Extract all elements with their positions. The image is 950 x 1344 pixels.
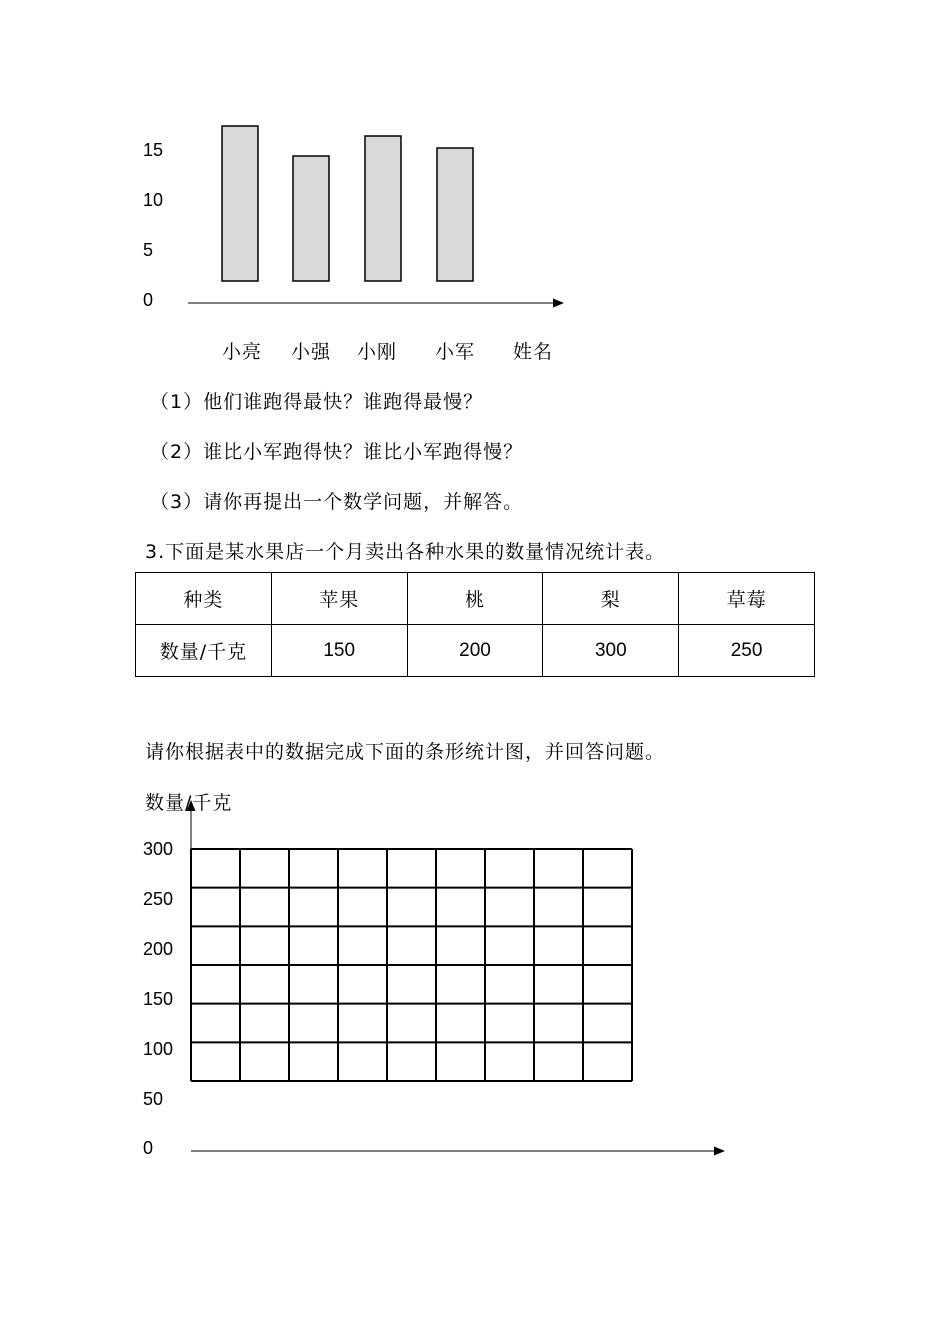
question-3: （3）请你再提出一个数学问题，并解答。 (150, 491, 524, 513)
table-cell: 桃 (407, 573, 543, 625)
x-label-xiaojun: 小军 (435, 341, 476, 363)
y-tick-100: 100 (143, 1039, 174, 1059)
y-tick-200: 200 (143, 939, 174, 959)
y-tick-15: 15 (143, 140, 164, 160)
y-tick-5: 5 (143, 240, 154, 260)
problem3-intro: 3.下面是某水果店一个月卖出各种水果的数量情况统计表。 (145, 541, 666, 563)
y-tick-0: 0 (143, 290, 154, 310)
y-tick-0-b: 0 (143, 1138, 154, 1158)
y-tick-50: 50 (143, 1089, 164, 1109)
table-cell: 苹果 (271, 573, 407, 625)
table-cell: 300 (543, 625, 679, 677)
y-tick-10: 10 (143, 190, 164, 210)
y-tick-250: 250 (143, 889, 174, 909)
x-label-xiaoliang: 小亮 (222, 341, 263, 363)
y-axis-title: 数量/千克 (145, 792, 233, 814)
x-label-xiaogang: 小刚 (357, 341, 398, 363)
problem3-instruction: 请你根据表中的数据完成下面的条形统计图，并回答问题。 (145, 741, 666, 763)
table-cell: 200 (407, 625, 543, 677)
x-axis-title: 姓名 (513, 341, 554, 363)
table-cell: 250 (679, 625, 815, 677)
table-cell: 150 (271, 625, 407, 677)
y-tick-150: 150 (143, 989, 174, 1009)
question-1: （1）他们谁跑得最快？谁跑得最慢？ (150, 391, 484, 413)
table-cell: 草莓 (679, 573, 815, 625)
table-cell: 种类 (136, 573, 272, 625)
x-label-xiaoqiang: 小强 (291, 341, 332, 363)
y-tick-300: 300 (143, 839, 174, 859)
table-cell: 梨 (543, 573, 679, 625)
question-2: （2）谁比小军跑得快？谁比小军跑得慢？ (150, 441, 524, 463)
x-axis-arrow-icon (714, 1147, 725, 1156)
table-cell: 数量/千克 (136, 625, 272, 677)
